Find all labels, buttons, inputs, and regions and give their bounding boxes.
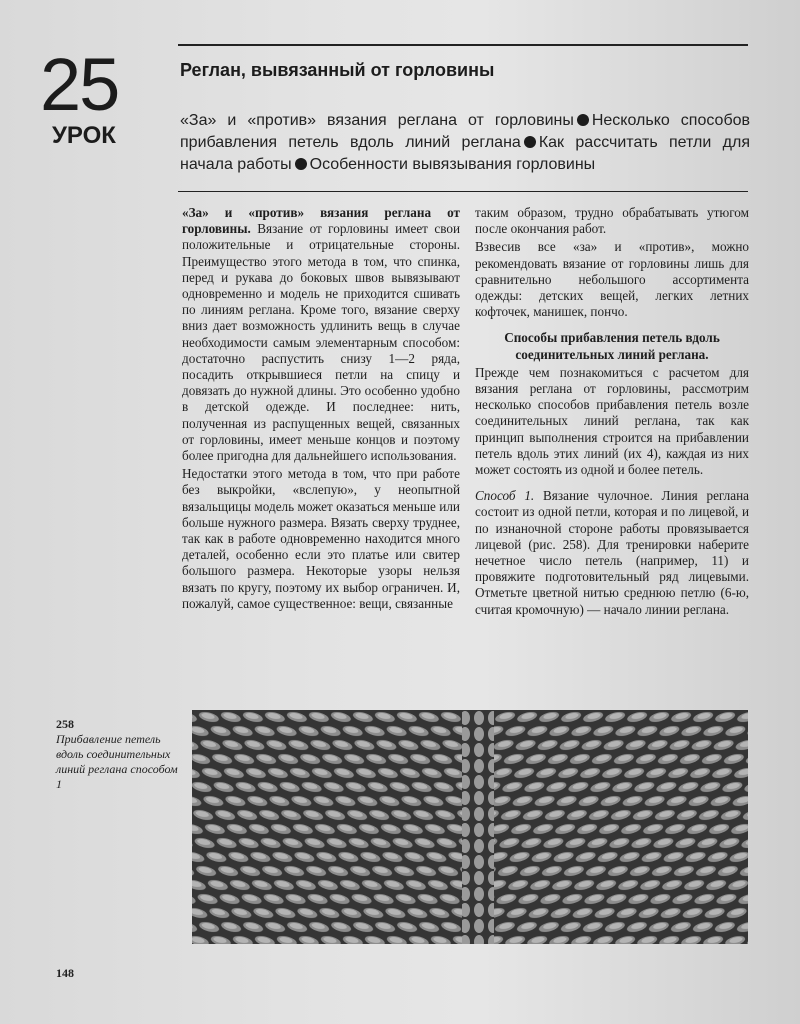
section-heading: Способы прибавления петель вдоль соединительных линий реглана.	[504, 330, 720, 362]
figure-caption	[56, 717, 186, 792]
knitting-photo	[192, 710, 748, 944]
figure-caption-text: Прибавление петель вдоль соединительных линий реглана способом 1	[56, 732, 178, 791]
lesson-number: 25	[40, 43, 119, 126]
right-column	[475, 205, 749, 618]
paragraph-text: Вязание чулочное. Линия реглана состоит из одной петли, которая и по лицевой, и по изнаночной стороне работы провязывается лицевой (рис. 258). Для тренировки наберите нечетное число петель (например, 11) и провяжите подготовительный ряд лицевыми. Отметьте цветной нитью среднюю петлю (6-ю, считая кромочную) — начало линии реглана.	[475, 488, 750, 617]
top-rule	[178, 44, 748, 46]
knit-texture-image	[192, 710, 748, 944]
paragraph: Прежде чем познакомиться с расчетом для вязания реглана от горловины, рассмотрим несколько способов прибавления петель возле соединительных линий реглана, так как принцип выполнения строится на прибавлении петель вдоль этих линий (их 4), каждая из них может состоять из одной и более петель.	[475, 364, 749, 478]
topic-1: «За» и «против» вязания реглана от горловины	[180, 112, 574, 129]
paragraph-text: Вязание от горловины имеет свои положительные и отрицательные стороны. Преимущество этого метода в том, что спинка, перед и рукава до боковых швов вывязывают одновременно и модель не приходится сшивать по линиям реглана. Кроме того, вязание сверху вниз дает возможность удлинить вещь в случае необходимости самым элементарным способом: достаточно распустить снизу 1—2 ряда, посадить открывшиеся петли на спицу и довязать до нужной длины. Это особенно удобно в детской одежде. И последнее: нить, полученная из распущенных вещей, связанных от горловины, имеет меньше концов и поэтому более пригодна для дальнейшего использования.	[182, 221, 460, 464]
paragraph	[475, 488, 749, 618]
paragraph: таким образом, трудно обрабатывать утюгом после окончания работ.	[475, 205, 749, 237]
section-rule	[178, 191, 748, 192]
paragraph: Недостатки этого метода в том, что при работе без выкройки, «вслепую», у неопытной вязальщицы модель может оказаться меньше или больше нужного размера. Вязать сверху труднее, так как в работе одновременно находится много деталей, особенно если это платье или свитер большого размера. Некоторые узоры нельзя вязать по кругу, поэтому их выбор ограничен. И, пожалуй, самое существенное: вещи, связанные	[182, 466, 460, 611]
paragraph	[182, 205, 460, 464]
bullet-icon	[524, 136, 536, 148]
topics-summary	[180, 110, 750, 176]
left-column	[182, 205, 460, 612]
method-label: Способ 1.	[475, 488, 535, 504]
figure-number: 258	[56, 717, 74, 731]
paragraph-heading: «За» и «против» вязания реглана от горловины.	[182, 205, 460, 237]
topic-2: Несколько способов прибавления петель вдоль линий реглана	[180, 112, 751, 151]
page-title: Реглан, вывязанный от горловины	[180, 60, 495, 80]
page-number: 148	[56, 966, 74, 980]
bullet-icon	[577, 114, 589, 126]
bullet-icon	[295, 158, 307, 170]
topic-4: Особенности вывязывания горловины	[309, 156, 596, 173]
topic-3: Как рассчитать петли для начала работы	[180, 134, 751, 173]
lesson-word: УРОК	[52, 122, 116, 149]
paragraph: Взвесив все «за» и «против», можно рекомендовать вязание от горловины лишь для сравнительно небольшого ассортимента одежды: детских вещей, легких летних кофточек, манишек, пончо.	[475, 239, 749, 320]
